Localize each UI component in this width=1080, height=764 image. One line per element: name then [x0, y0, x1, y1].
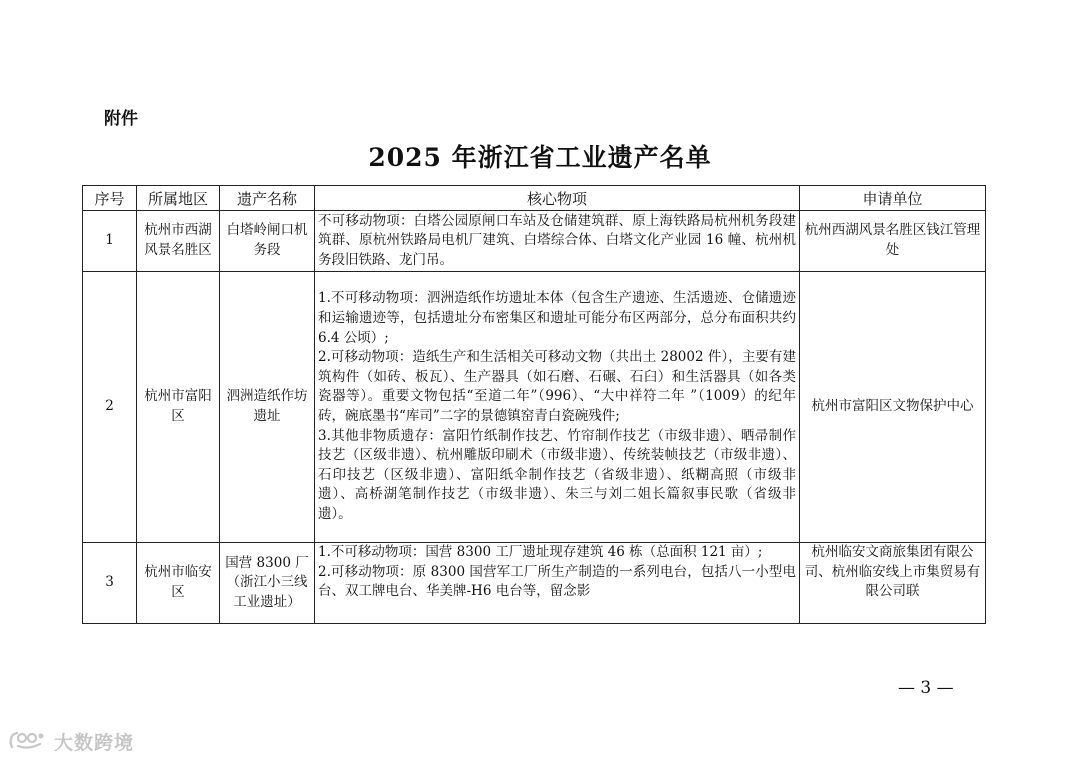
column-header-applicant: 申请单位	[800, 186, 986, 211]
page-number: — 3 —	[898, 678, 954, 698]
heritage-list-table	[82, 185, 986, 624]
table-row	[83, 211, 986, 272]
row-core-items	[315, 543, 800, 624]
row-heritage-name: 泗洲造纸作坊遗址	[220, 272, 315, 543]
row-region: 杭州市富阳区	[137, 272, 220, 543]
core-item-paragraph: 3.其他非物质遗存：富阳竹纸制作技艺、竹帘制作技艺（市级非遗）、晒帚制作技艺（区级非遗）、杭州雕版印刷术（市级非遗）、传统装帧技艺（市级非遗）、石印技艺（区级非遗）、富阳纸伞制作技艺（省级非遗）、纸糊高照（市级非遗）、高桥湖笔制作技艺（市级非遗）、朱三与刘二姐长篇叙事民歌（省级非遗）。	[318, 427, 796, 522]
row-region: 杭州市临安区	[137, 543, 220, 624]
row-region: 杭州市西湖风景名胜区	[137, 211, 220, 272]
row-applicant: 杭州西湖风景名胜区钱江管理处	[800, 211, 986, 272]
watermark	[8, 728, 134, 755]
core-item-paragraph: 1.不可移动物项：泗洲造纸作坊遗址本体（包含生产遗迹、生活遗迹、仓储遗迹和运输遗迹等，包括遗址分布密集区和遗址可能分布区两部分，总分布面积共约 6.4 公顷）;	[318, 290, 796, 346]
row-applicant: 杭州市富阳区文物保护中心	[800, 272, 986, 543]
attachment-label: 附件	[104, 109, 138, 129]
table-header-row	[83, 186, 986, 211]
table-row	[83, 272, 986, 543]
watermark-logo-icon	[8, 729, 48, 755]
core-item-paragraph: 2.可移动物项：原 8300 国营军工厂所生产制造的一系列电台，包括八一小型电台、双工牌电台、华美牌-H6 电台等，留念影	[318, 563, 796, 600]
row-core-items	[315, 211, 800, 272]
row-heritage-name: 国营 8300 厂（浙江小三线工业遗址）	[220, 543, 315, 624]
core-item-paragraph: 2.可移动物项：造纸生产和生活相关可移动文物（共出土 28002 件），主要有建筑构件（如砖、板瓦）、生产器具（如石磨、石碾、石臼）和生活器具（如各类瓷器等）。重要文物包括“至道二年”（996）、“大中祥符二年 ”（1009）的纪年砖，碗底墨书“库司”二字的景德镇窑青白瓷碗残件;	[318, 349, 796, 424]
row-applicant: 杭州临安文商旅集团有限公司、杭州临安线上市集贸易有限公司联	[800, 543, 986, 624]
core-item-paragraph: 1.不可移动物项：国营 8300 工厂遗址现存建筑 46 栋（总面积 121 亩）;	[318, 544, 763, 560]
column-header-region: 所属地区	[137, 186, 220, 211]
row-number: 2	[83, 272, 137, 543]
document-title: 2025 年浙江省工业遗产名单	[368, 143, 712, 172]
column-header-name: 遗产名称	[220, 186, 315, 211]
column-header-core-items: 核心物项	[315, 186, 800, 211]
watermark-text: 大数跨境	[54, 732, 135, 754]
column-header-number: 序号	[83, 186, 137, 211]
core-item-paragraph: 不可移动物项：白塔公园原闸口车站及仓储建筑群、原上海铁路局杭州机务段建筑群、原杭州铁路局电机厂建筑、白塔综合体、白塔文化产业园 16 幢、杭州机务段旧铁路、龙门吊。	[318, 212, 796, 268]
row-core-items	[315, 272, 800, 543]
row-number: 1	[83, 211, 137, 272]
table-row	[83, 543, 986, 624]
row-number: 3	[83, 543, 137, 624]
row-heritage-name: 白塔岭闸口机务段	[220, 211, 315, 272]
